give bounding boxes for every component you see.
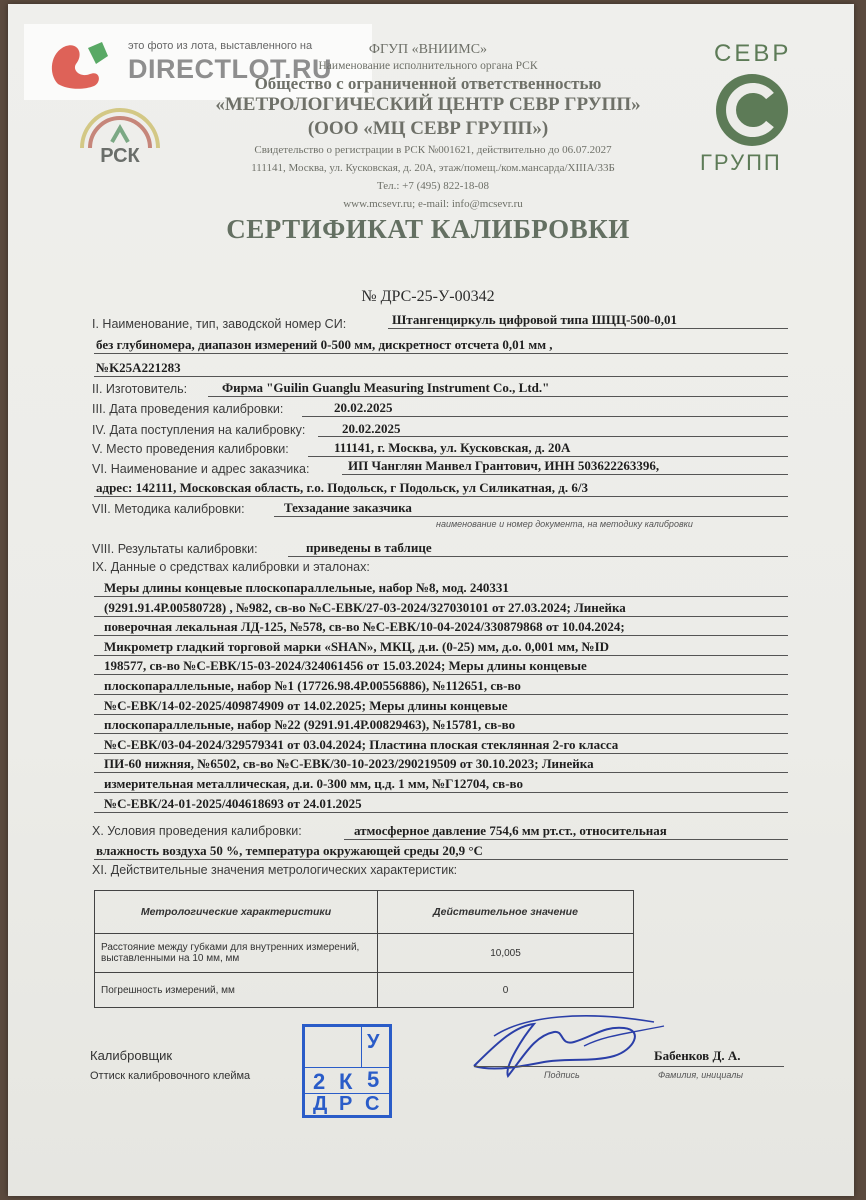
- name-caption: Фамилия, инициалы: [658, 1070, 743, 1080]
- field-xi-label: XI. Действительные значения метрологических характеристик:: [92, 863, 458, 877]
- calibration-standard-line: плоскопараллельные, набор №1 (17726.98.4Р.00556886), №112651, св-во: [104, 678, 521, 693]
- calibrator-label: Калибровщик: [90, 1048, 173, 1063]
- calibration-standard-line: №С-ЕВК/14-02-2025/409874909 от 14.02.2025; Меры длины концевые: [104, 697, 508, 713]
- field-vii-note: наименование и номер документа, на методику калибровки: [436, 519, 693, 529]
- calibration-standard-line: Меры длины концевые плоскопараллельные, набор №8, мод. 240331: [104, 580, 509, 595]
- table-cell-value: 10,005: [378, 934, 634, 973]
- field-vii-label: VII. Методика калибровки:: [92, 502, 245, 516]
- org-name: «МЕТРОЛОГИЧЕСКИЙ ЦЕНТР СЕВР ГРУПП»: [215, 94, 641, 115]
- table-header-value: Действительное значение: [378, 891, 634, 934]
- org-registration: Свидетельство о регистрации в РСК №001621, действительно до 06.07.2027: [254, 144, 612, 156]
- field-vi-label: VI. Наименование и адрес заказчика:: [92, 462, 310, 476]
- calibration-stamp: [302, 1024, 392, 1118]
- field-v-value: 111141, г. Москва, ул. Кусковская, д. 20А: [334, 440, 571, 455]
- calibration-standard-line: №С-ЕВК/24-01-2025/404618693 от 24.01.2025: [104, 795, 362, 811]
- stamp-cell: С: [365, 1093, 380, 1115]
- calibration-standard-line: (9291.91.4Р.00580728) , №982, св-во №С-ЕВК/27-03-2024/327030101 от 27.03.2024; Линейка: [104, 599, 626, 615]
- field-ii-value: Фирма "Guilin Guanglu Measuring Instrument Co., Ltd.": [222, 380, 550, 395]
- results-table: [94, 890, 634, 1008]
- org-parent-caption: Наименование исполнительного органа РСК: [318, 60, 538, 72]
- table-cell-characteristic: Расстояние между губками для внутренних измерений, выставленными на 10 мм, мм: [95, 934, 378, 973]
- field-iii-value: 20.02.2025: [334, 400, 393, 415]
- field-ix-label: IX. Данные о средствах калибровки и эталонах:: [92, 560, 370, 574]
- sevr-logo-bottom: ГРУПП: [700, 150, 782, 175]
- signature-caption: Подпись: [544, 1070, 580, 1080]
- calibration-standard-line: поверочная лекальная ЛД-125, №578, св-во №С-ЕВК/10-04-2024/330879868 от 10.04.2024;: [104, 619, 625, 635]
- field-iv-label: IV. Дата поступления на калибровку:: [92, 423, 306, 437]
- org-type: Общество с ограниченной ответственностью: [254, 74, 602, 93]
- field-i-value-1: Штангенциркуль цифровой типа ШЦЦ-500-0,01: [392, 312, 677, 327]
- calibration-standard-line: ПИ-60 нижняя, №6502, св-во №С-ЕВК/30-10-2023/290219509 от 30.10.2023; Линейка: [104, 756, 594, 772]
- certificate-sheet: [8, 4, 854, 1196]
- field-i-value-3: №K25A221283: [96, 360, 181, 375]
- field-viii-value: приведены в таблице: [306, 540, 432, 555]
- field-vi-value-2: адрес: 142111, Московская область, г.о. Подольск, г Подольск, ул Силикатная, д. 6/3: [96, 480, 588, 495]
- field-vi-value-1: ИП Чанглян Манвел Грантович, ИНН 503622263396,: [348, 458, 660, 473]
- field-iv-value: 20.02.2025: [342, 421, 401, 436]
- rsk-logo-icon: [72, 96, 168, 168]
- watermark-caption: это фото из лота, выставленного на: [128, 40, 313, 52]
- org-parent: ФГУП «ВНИИМС»: [368, 42, 488, 57]
- document-title: СЕРТИФИКАТ КАЛИБРОВКИ: [226, 214, 630, 244]
- field-i-label: I. Наименование, тип, заводской номер СИ:: [92, 317, 347, 331]
- field-x-value-1: атмосферное давление 754,6 мм рт.ст., относительная: [354, 823, 667, 838]
- field-viii-label: VIII. Результаты калибровки:: [92, 542, 258, 556]
- org-phone: Тел.: +7 (495) 822-18-08: [376, 180, 490, 192]
- rsk-logo-text: РСК: [100, 145, 140, 167]
- table-row: [95, 934, 634, 973]
- watermark-site[interactable]: DIRECTLOT.RU: [128, 54, 332, 84]
- table-cell-characteristic: Погрешность измерений, мм: [95, 973, 378, 1008]
- squirrel-logo-icon: [44, 34, 112, 92]
- field-vii-value: Техзадание заказчика: [284, 500, 412, 515]
- calibration-standard-line: измерительная металлическая, д.и. 0-300 мм, ц.д. 1 мм, №Г12704, св-во: [104, 776, 523, 791]
- org-address: 111141, Москва, ул. Кусковская, д. 20А, этаж/помещ./ком.мансарда/XIIIA/33Б: [251, 162, 615, 174]
- stamp-note: Оттиск калибровочного клейма: [90, 1070, 251, 1082]
- calibration-standard-line: №С-ЕВК/03-04-2024/329579341 от 03.04.2024; Пластина плоская стеклянная 2-го класса: [104, 736, 619, 752]
- field-iii-label: III. Дата проведения калибровки:: [92, 402, 284, 416]
- table-header-characteristic: Метрологические характеристики: [95, 891, 378, 934]
- stamp-cell: 5: [367, 1067, 380, 1092]
- stamp-cell: Д: [313, 1093, 328, 1115]
- field-v-label: V. Место проведения калибровки:: [92, 442, 289, 456]
- org-short-name: (ООО «МЦ СЕВР ГРУПП»): [307, 118, 549, 139]
- sevr-logo-top: СЕВР: [714, 40, 792, 67]
- field-i-value-2: без глубиномера, диапазон измерений 0-500 мм, дискретност отсчета 0,01 мм ,: [96, 337, 553, 352]
- calibrator-name: Бабенков Д. А.: [654, 1048, 741, 1063]
- sevr-logo-icon: [712, 70, 792, 150]
- stamp-cell: Р: [339, 1093, 353, 1115]
- field-x-value-2: влажность воздуха 50 %, температура окружающей среды 20,9 °С: [96, 843, 483, 858]
- stamp-cell: У: [367, 1031, 380, 1053]
- certificate-number: № ДРС-25-У-00342: [361, 288, 495, 305]
- org-web[interactable]: www.mcsevr.ru; e-mail: info@mcsevr.ru: [343, 198, 523, 210]
- stamp-cell: К: [339, 1069, 353, 1094]
- table-cell-value: 0: [378, 973, 634, 1008]
- table-header-row: [95, 891, 634, 934]
- field-x-label: X. Условия проведения калибровки:: [92, 824, 302, 838]
- calibration-standard-line: Микрометр гладкий торговой марки «SHAN», МКЦ, д.и. (0-25) мм, д.о. 0,001 мм, №ID: [104, 638, 610, 654]
- stamp-cell: 2: [313, 1069, 326, 1094]
- field-ii-label: II. Изготовитель:: [92, 382, 188, 396]
- calibration-standard-line: плоскопараллельные, набор №22 (9291.91.4Р.00829463), №15781, св-во: [104, 717, 516, 733]
- calibration-standard-line: 198577, св-во №С-ЕВК/15-03-2024/324061456 от 15.03.2024; Меры длины концевые: [104, 658, 587, 674]
- table-row: [95, 973, 634, 1008]
